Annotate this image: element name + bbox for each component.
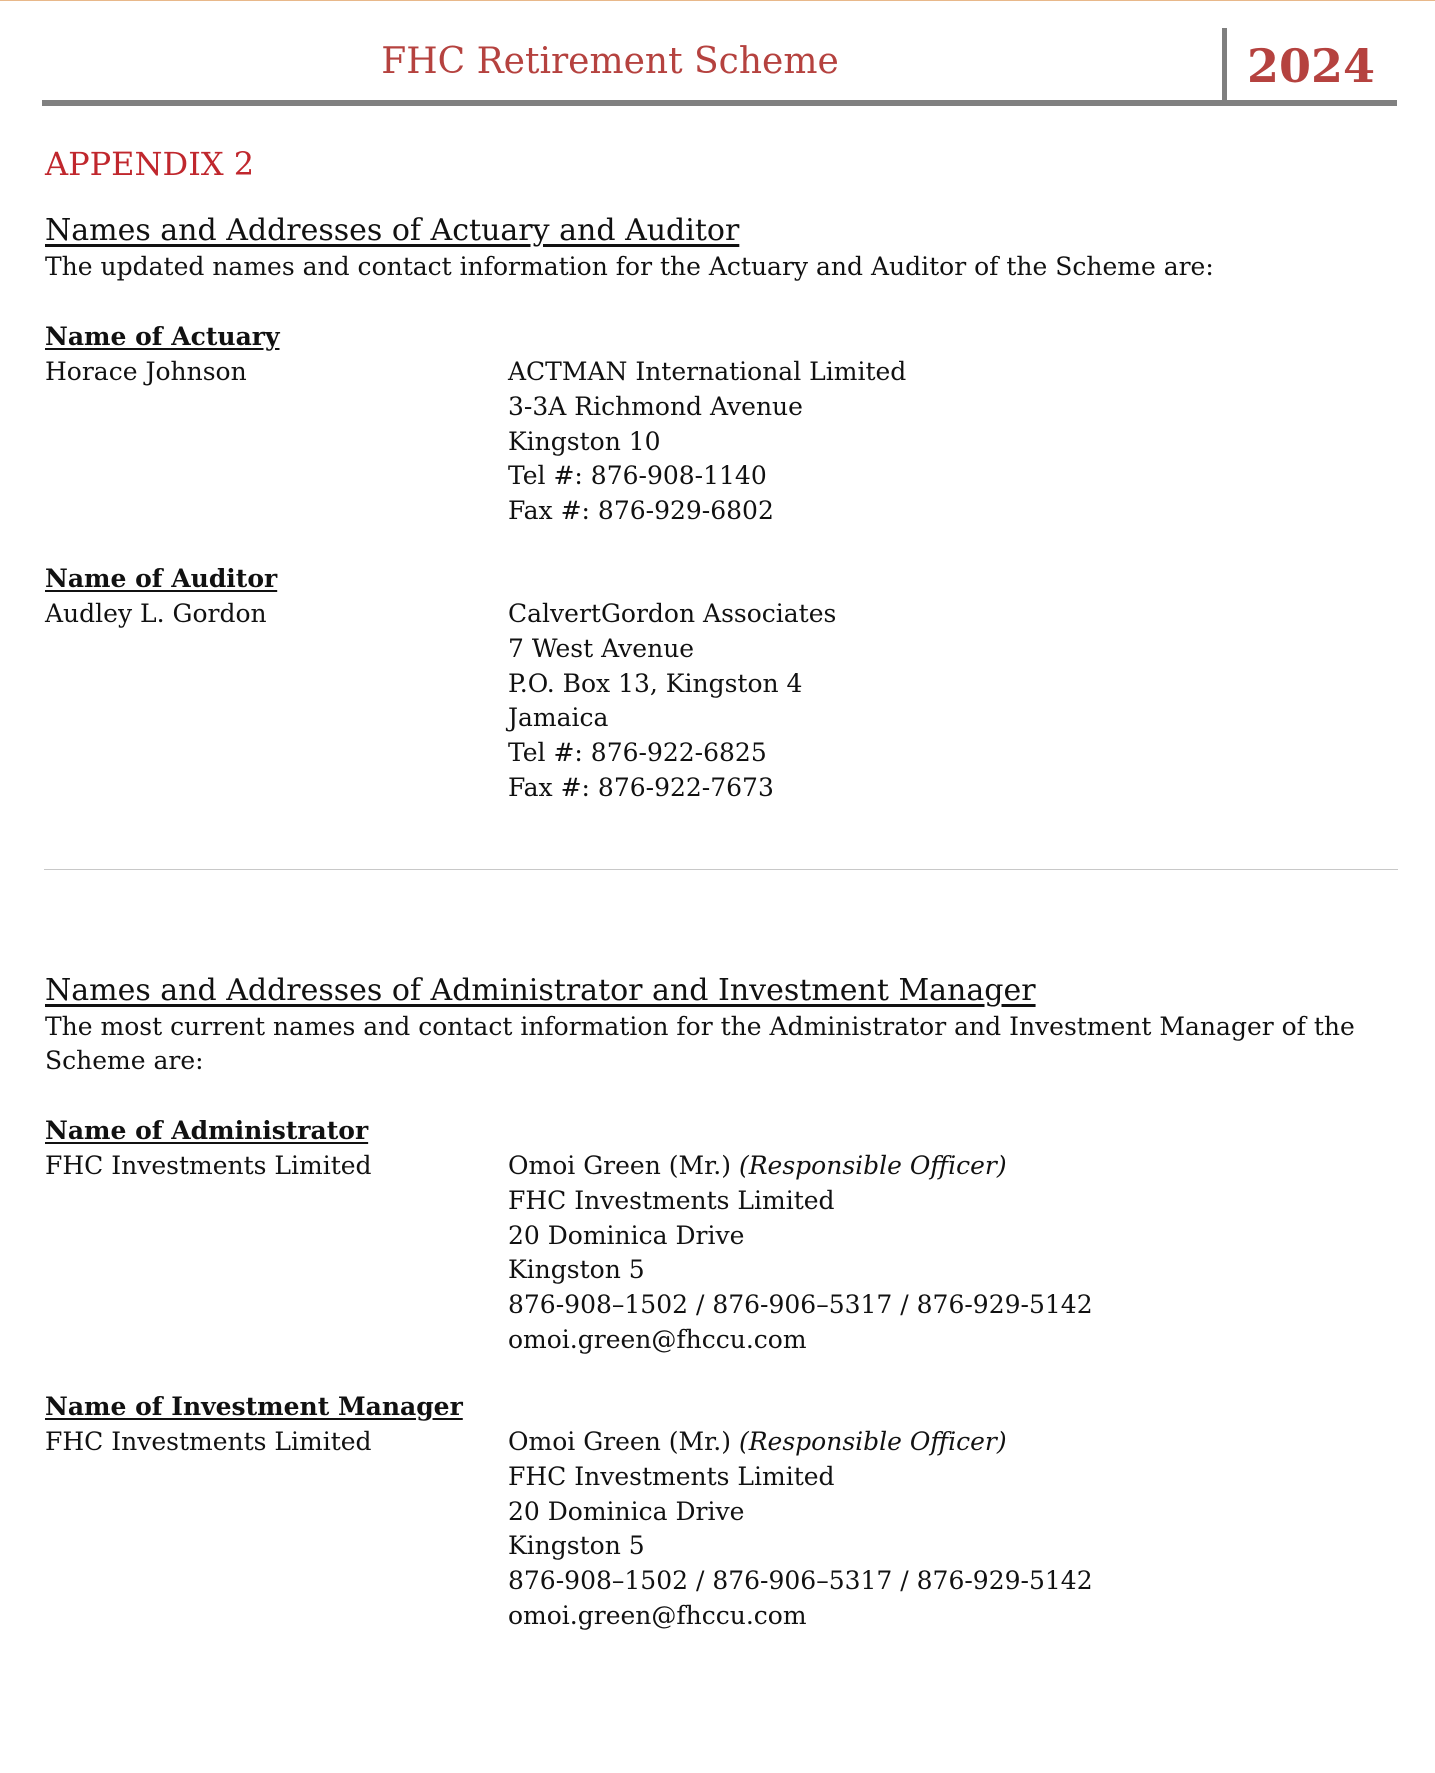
- investment-manager-name: FHC Investments Limited: [45, 1427, 372, 1456]
- address-line: P.O. Box 13, Kingston 4: [508, 668, 803, 698]
- section-intro-administrator-manager: The most current names and contact information for the Administrator and Investment Manager of the Scheme are:: [45, 1012, 1355, 1075]
- address-line: Kingston 5: [508, 1255, 645, 1285]
- phone-line: 876-908–1502 / 876-906–5317 / 876-929-5142: [508, 1566, 1093, 1596]
- officer-role: (Responsible Officer): [738, 1427, 1007, 1456]
- address-line: Jamaica: [508, 703, 609, 733]
- actuary-name: Horace Johnson: [45, 357, 247, 386]
- address-line: CalvertGordon Associates: [508, 599, 837, 628]
- address-line: FHC Investments Limited: [508, 1461, 835, 1491]
- header-rule: [42, 100, 1397, 106]
- address-line: Kingston 5: [508, 1531, 645, 1561]
- actuary-address: [508, 355, 906, 529]
- officer-name: Omoi Green (Mr.): [508, 1151, 732, 1180]
- auditor-heading: Name of Auditor: [45, 564, 278, 593]
- phone-line: 876-908–1502 / 876-906–5317 / 876-929-5142: [508, 1290, 1093, 1320]
- address-line: 3-3A Richmond Avenue: [508, 391, 803, 421]
- phone-line: Tel #: 876-908-1140: [508, 461, 767, 491]
- administrator-address: [508, 1149, 1093, 1358]
- fax-line: Fax #: 876-922-7673: [508, 772, 774, 802]
- administrator-name: FHC Investments Limited: [45, 1151, 372, 1180]
- auditor-address: [508, 597, 836, 806]
- phone-line: Tel #: 876-922-6825: [508, 738, 767, 768]
- officer-name: Omoi Green (Mr.): [508, 1427, 732, 1456]
- address-line: 20 Dominica Drive: [508, 1220, 745, 1250]
- address-line: ACTMAN International Limited: [508, 357, 907, 386]
- section-title-administrator-manager: Names and Addresses of Administrator and Investment Manager: [45, 973, 1036, 1008]
- address-line: Kingston 10: [508, 426, 661, 456]
- address-line: FHC Investments Limited: [508, 1185, 835, 1215]
- officer-line: [508, 1425, 1093, 1460]
- address-line: 7 West Avenue: [508, 633, 695, 663]
- auditor-name: Audley L. Gordon: [45, 599, 267, 628]
- section-title-actuary-auditor: Names and Addresses of Actuary and Auditor: [45, 213, 740, 248]
- header-title: FHC Retirement Scheme: [381, 41, 839, 82]
- address-line: 20 Dominica Drive: [508, 1496, 745, 1526]
- header-year: 2024: [1246, 39, 1376, 93]
- officer-role: (Responsible Officer): [738, 1151, 1007, 1180]
- header-divider: [1222, 28, 1227, 103]
- email-line: omoi.green@fhccu.com: [508, 1324, 807, 1354]
- email-line: omoi.green@fhccu.com: [508, 1600, 807, 1630]
- actuary-heading: Name of Actuary: [45, 322, 280, 351]
- top-border: [0, 0, 1435, 1]
- section-intro-actuary-auditor: The updated names and contact information for the Actuary and Auditor of the Scheme are:: [45, 252, 1214, 281]
- investment-manager-address: [508, 1425, 1093, 1634]
- fax-line: Fax #: 876-929-6802: [508, 496, 774, 526]
- officer-line: [508, 1149, 1093, 1184]
- section-divider: [44, 869, 1398, 870]
- investment-manager-heading: Name of Investment Manager: [45, 1392, 463, 1421]
- administrator-heading: Name of Administrator: [45, 1116, 369, 1145]
- appendix-title: APPENDIX 2: [45, 145, 255, 183]
